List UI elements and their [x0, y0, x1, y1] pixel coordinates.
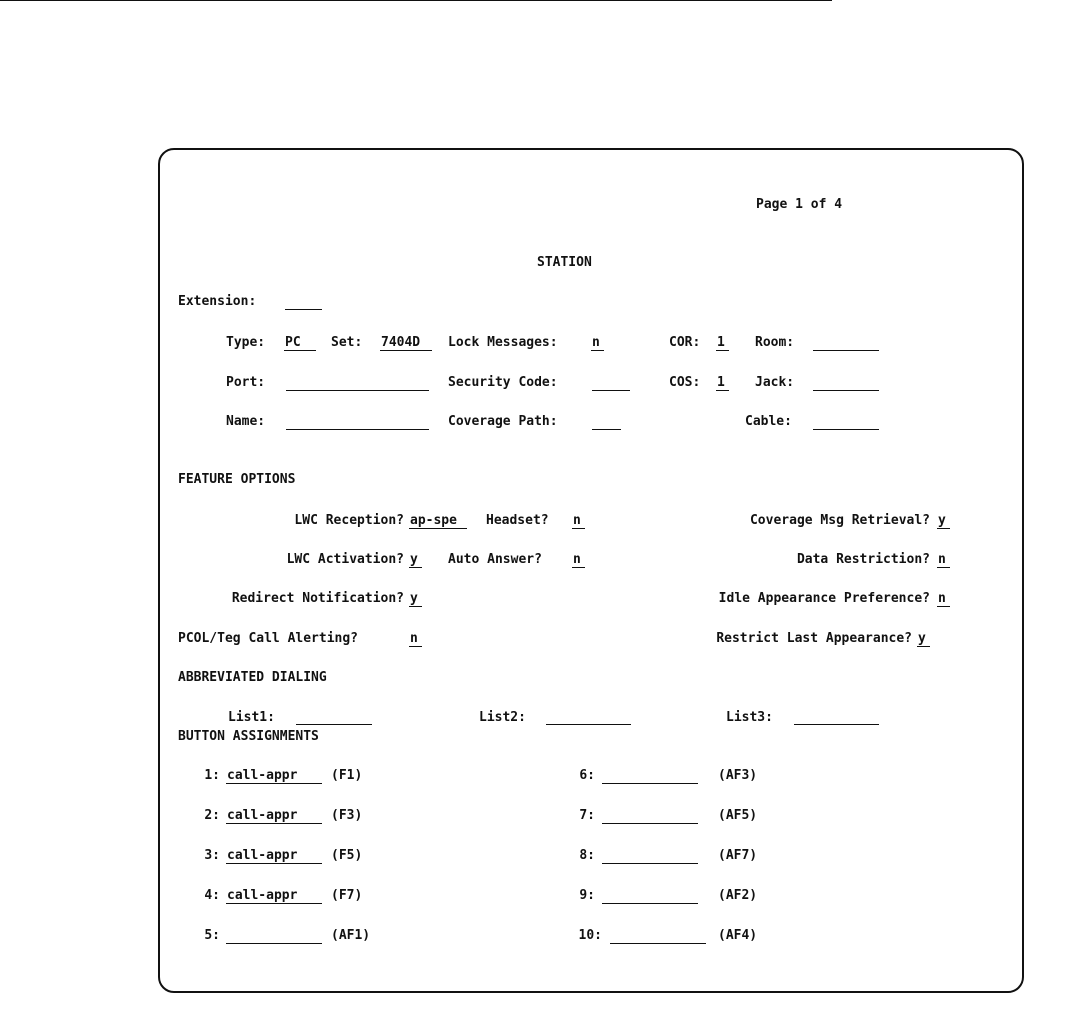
button-assignment-field[interactable] [602, 888, 698, 904]
lwc-reception-label: LWC Reception? [294, 513, 404, 528]
button-number: 2: [204, 808, 220, 823]
lock-messages-field[interactable]: n [591, 335, 604, 351]
redirect-notification-label: Redirect Notification? [231, 591, 404, 606]
button-key-label: (F1) [331, 768, 363, 783]
lwc-reception-field[interactable]: ap-spe [409, 513, 467, 529]
coverage-msg-retrieval-field[interactable]: y [937, 513, 950, 529]
jack-field[interactable] [813, 375, 879, 391]
cos-field[interactable]: 1 [716, 375, 729, 391]
button-number: 7: [579, 808, 595, 823]
port-field[interactable] [286, 375, 429, 391]
button-assignment-field[interactable]: call-appr [226, 848, 322, 864]
button-key-label: (AF1) [331, 928, 371, 943]
cos-label: COS: [669, 375, 701, 390]
button-assignment-field[interactable] [610, 928, 706, 944]
button-number: 5: [204, 928, 220, 943]
button-number: 3: [204, 848, 220, 863]
pcol-teg-call-alerting-field[interactable]: n [409, 631, 422, 647]
idle-appearance-preference-field[interactable]: n [937, 591, 950, 607]
type-label: Type: [226, 335, 266, 350]
feature-options-heading: FEATURE OPTIONS [178, 472, 296, 487]
button-assignment-field[interactable]: call-appr [226, 888, 322, 904]
button-number: 1: [204, 768, 220, 783]
button-key-label: (AF5) [718, 808, 758, 823]
name-field[interactable] [286, 414, 429, 430]
coverage-path-field[interactable] [592, 414, 621, 430]
restrict-last-appearance-field[interactable]: y [917, 631, 930, 647]
extension-label: Extension: [178, 294, 257, 309]
port-label: Port: [226, 375, 266, 390]
button-number: 6: [579, 768, 595, 783]
abbreviated-dialing-heading: ABBREVIATED DIALING [178, 670, 327, 685]
form-title: STATION [537, 255, 592, 270]
button-assignment-field[interactable] [602, 768, 698, 784]
page-indicator: Page 1 of 4 [756, 197, 843, 212]
security-code-label: Security Code: [448, 375, 558, 390]
jack-label: Jack: [755, 375, 795, 390]
list3-label: List3: [726, 710, 773, 725]
cable-field[interactable] [813, 414, 879, 430]
redirect-notification-field[interactable]: y [409, 591, 422, 607]
button-key-label: (F3) [331, 808, 363, 823]
button-key-label: (F7) [331, 888, 363, 903]
button-key-label: (AF2) [718, 888, 758, 903]
station-form-screen [158, 148, 1024, 993]
room-field[interactable] [813, 335, 879, 351]
headset-field[interactable]: n [572, 513, 585, 529]
list1-field[interactable] [296, 709, 372, 725]
pcol-teg-call-alerting-label: PCOL/Teg Call Alerting? [178, 631, 359, 646]
button-assignments-heading: BUTTON ASSIGNMENTS [178, 729, 319, 744]
cor-field[interactable]: 1 [716, 335, 729, 351]
button-number: 8: [579, 848, 595, 863]
lwc-activation-label: LWC Activation? [286, 552, 404, 567]
set-label: Set: [331, 335, 363, 350]
coverage-msg-retrieval-label: Coverage Msg Retrieval? [749, 513, 930, 528]
button-assignment-field[interactable] [602, 808, 698, 824]
button-key-label: (F5) [331, 848, 363, 863]
list2-field[interactable] [546, 709, 631, 725]
button-number: 9: [579, 888, 595, 903]
button-key-label: (AF3) [718, 768, 758, 783]
cor-label: COR: [669, 335, 701, 350]
button-key-label: (AF7) [718, 848, 758, 863]
top-rule [0, 0, 832, 1]
restrict-last-appearance-label: Restrict Last Appearance? [716, 631, 912, 646]
cable-label: Cable: [745, 414, 792, 429]
data-restriction-field[interactable]: n [937, 552, 950, 568]
headset-label: Headset? [486, 513, 549, 528]
list1-label: List1: [228, 710, 275, 725]
name-label: Name: [226, 414, 266, 429]
auto-answer-field[interactable]: n [572, 552, 585, 568]
room-label: Room: [755, 335, 795, 350]
auto-answer-label: Auto Answer? [448, 552, 542, 567]
lwc-activation-field[interactable]: y [409, 552, 422, 568]
list2-label: List2: [479, 710, 526, 725]
button-assignment-field[interactable]: call-appr [226, 808, 322, 824]
idle-appearance-preference-label: Idle Appearance Preference? [718, 591, 930, 606]
set-field[interactable]: 7404D [380, 335, 432, 351]
coverage-path-label: Coverage Path: [448, 414, 558, 429]
lock-messages-label: Lock Messages: [448, 335, 558, 350]
button-assignment-field[interactable] [602, 848, 698, 864]
list3-field[interactable] [794, 709, 879, 725]
button-number: 10: [578, 928, 602, 943]
type-field[interactable]: PC [284, 335, 316, 351]
button-assignment-field[interactable] [226, 928, 322, 944]
data-restriction-label: Data Restriction? [796, 552, 930, 567]
button-number: 4: [204, 888, 220, 903]
button-assignment-field[interactable]: call-appr [226, 768, 322, 784]
security-code-field[interactable] [592, 375, 630, 391]
button-key-label: (AF4) [718, 928, 758, 943]
extension-field[interactable] [285, 294, 322, 310]
